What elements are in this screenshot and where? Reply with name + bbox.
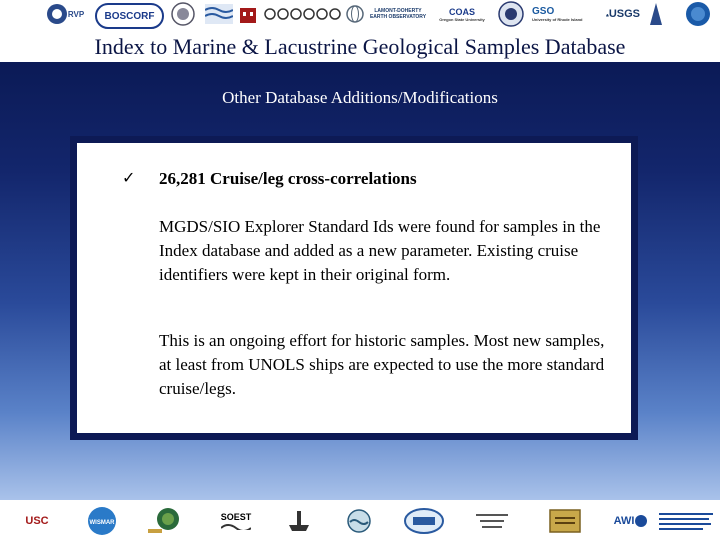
coas-logo: COAS Oregon State University: [439, 6, 485, 22]
nsf-globe-icon: [685, 1, 711, 27]
paragraph-ongoing-effort: This is an ongoing effort for historic samples. Most new samples, at least from UNOLS ships are expected to use the more standard cruise/legs.: [159, 331, 605, 398]
scripps-logo: [496, 0, 526, 28]
globe-logo: [345, 0, 365, 28]
usgs-logo: USGS: [606, 0, 640, 28]
gso-logo: GSO University of Rhode Island: [532, 6, 583, 22]
waves-seal-logo: [346, 505, 372, 537]
scripps-seal-icon: [498, 1, 524, 27]
boscorf-logo: BOSCORF: [95, 3, 164, 29]
wismar-circle-icon: [87, 506, 117, 536]
smithsonian-logo: [472, 505, 512, 537]
awi-mark-icon: [634, 514, 648, 528]
seal-logo: [170, 0, 196, 28]
awi-text-icon: [659, 510, 715, 532]
wismar-logo: [86, 505, 118, 537]
tower-logo: [646, 0, 666, 28]
rvp-emblem-icon: [46, 3, 68, 25]
lamont-logo: LAMONT-DOHERTY EARTH OBSERVATORY: [369, 8, 427, 20]
earth-icon: [148, 507, 180, 535]
content-panel-inner: [77, 143, 631, 433]
svg-text:WISMAR: WISMAR: [89, 520, 115, 526]
chain-icon: [263, 7, 341, 21]
bullet-heading: 26,281 Cruise/leg cross-correlations: [159, 169, 417, 188]
logo-band: [0, 0, 720, 34]
smithsonian-text-icon: [474, 511, 510, 531]
building-icon: [239, 4, 257, 24]
paragraph-standard-ids: MGDS/SIO Explorer Standard Ids were found for samples in the Index database and added as a new parameter. Existing cruise identifiers were kept in their original form.: [159, 217, 601, 284]
page-title: Index to Marine & Lacustrine Geological Samples Database: [94, 34, 626, 59]
oval-emblem-icon: [403, 507, 445, 535]
soest-wave-icon: [221, 522, 251, 530]
seal-icon: [171, 2, 195, 26]
content-panel: [70, 136, 638, 440]
nsf-logo: [684, 0, 712, 28]
slide-subtitle: Other Database Additions/Modifications: [222, 88, 498, 107]
ship-logo: [286, 505, 312, 537]
usc-logo: USC: [25, 515, 49, 527]
soest-logo: SOEST: [218, 505, 254, 537]
awi-text-logo: [658, 505, 716, 537]
drill-ship-icon: [287, 509, 311, 533]
waves-icon: [205, 4, 233, 24]
awi-logo: AWI: [606, 505, 656, 537]
tower-icon: [648, 2, 664, 26]
gold-logo: [548, 505, 582, 537]
chain-logo: [262, 0, 342, 28]
building-logo: [238, 0, 258, 28]
rvp-logo: RVP: [40, 0, 90, 28]
waves-logo: [204, 0, 234, 28]
green-globe-logo: [145, 505, 183, 537]
checkmark-icon: ✓: [122, 168, 136, 187]
waves-seal-icon: [347, 509, 371, 533]
oval-logo: [402, 505, 446, 537]
globe-icon: [346, 5, 364, 23]
gold-badge-icon: [549, 509, 581, 533]
